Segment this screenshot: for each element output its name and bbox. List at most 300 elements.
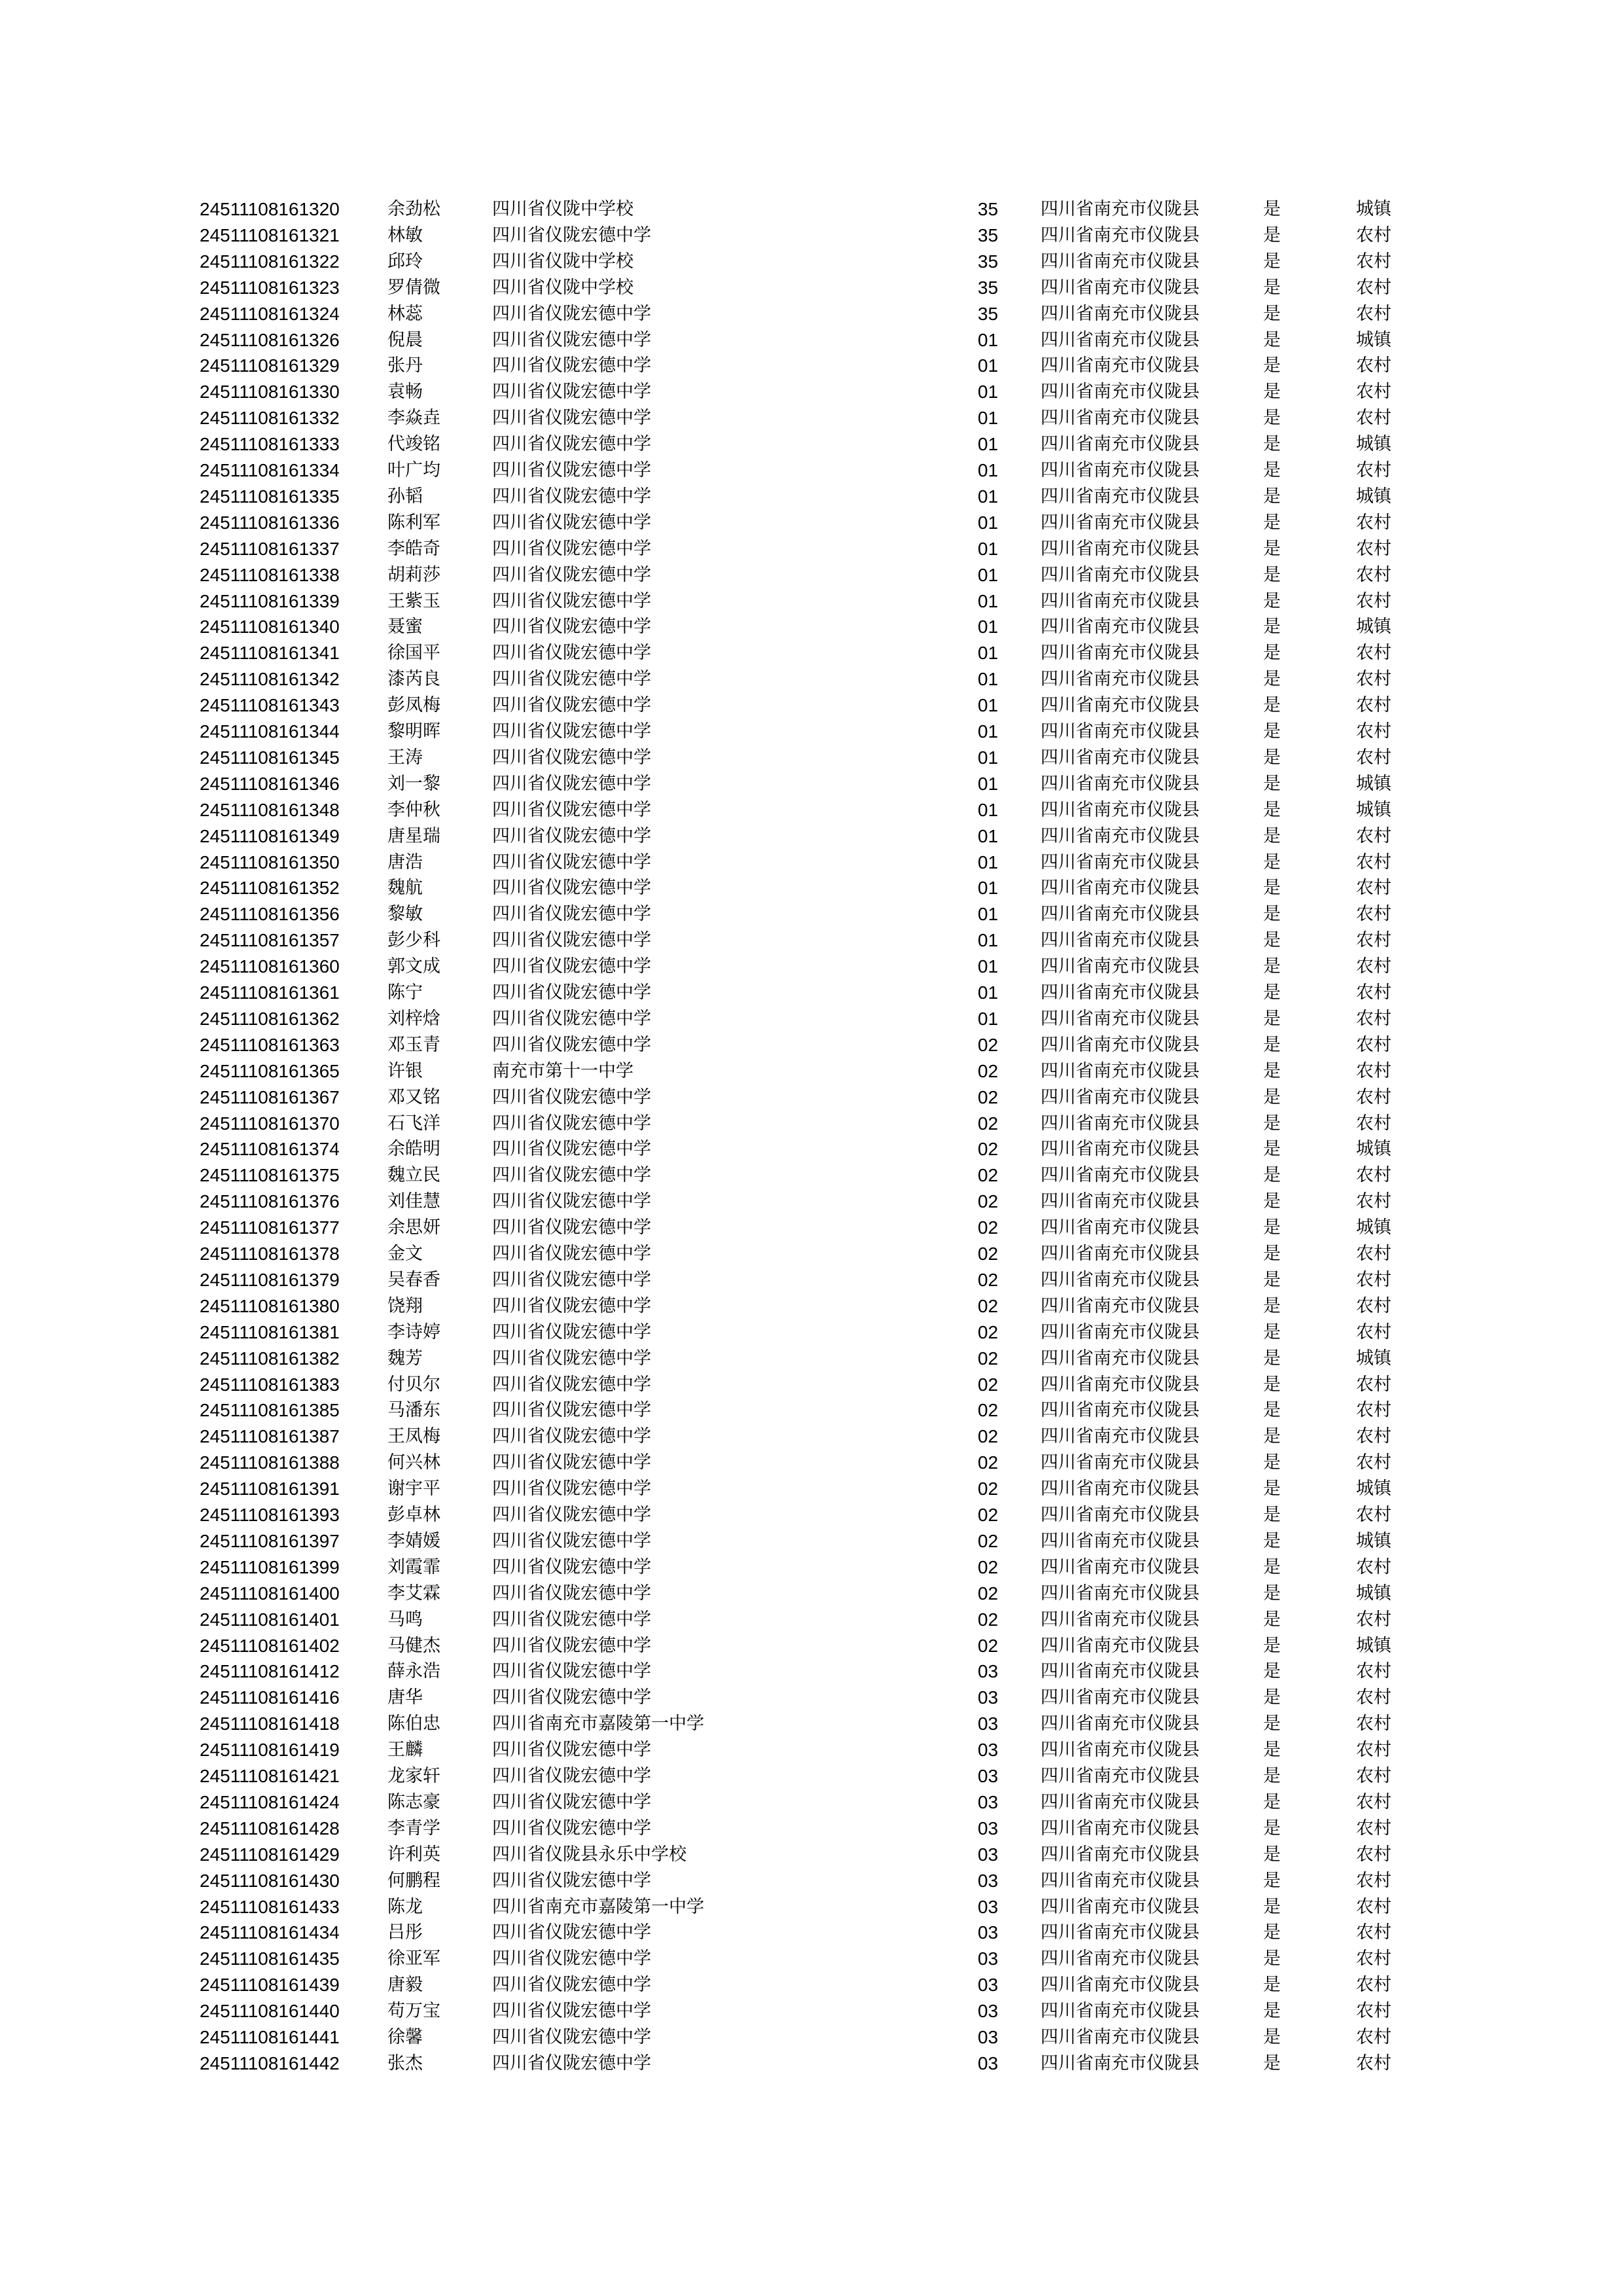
exam-id-cell: 24511108161387 <box>200 1426 340 1447</box>
student-name-cell: 马健杰 <box>387 1635 440 1656</box>
table-row <box>0 1085 1623 1111</box>
student-name-cell: 付贝尔 <box>387 1374 440 1395</box>
yes-flag-cell: 是 <box>1263 1740 1281 1761</box>
region-cell: 四川省南充市仪陇县 <box>1041 1060 1200 1081</box>
area-type-cell: 农村 <box>1356 904 1391 925</box>
region-cell: 四川省南充市仪陇县 <box>1041 1452 1200 1473</box>
area-type-cell: 农村 <box>1356 460 1391 480</box>
table-row <box>0 1502 1623 1528</box>
school-cell: 四川省仪陇宏德中学 <box>492 1191 651 1212</box>
school-cell: 四川省仪陇宏德中学 <box>492 2027 651 2047</box>
table-row <box>0 1476 1623 1502</box>
region-cell: 四川省南充市仪陇县 <box>1041 1740 1200 1761</box>
exam-id-cell: 24511108161330 <box>200 382 340 403</box>
student-name-cell: 李婧媛 <box>387 1530 440 1551</box>
table-row <box>0 850 1623 876</box>
area-type-cell: 农村 <box>1356 1609 1391 1630</box>
region-cell: 四川省南充市仪陇县 <box>1041 329 1200 350</box>
school-cell: 四川省仪陇宏德中学 <box>492 329 651 350</box>
exam-id-cell: 24511108161385 <box>200 1400 340 1421</box>
student-name-cell: 许利英 <box>387 1844 440 1865</box>
class-code-cell: 02 <box>978 1269 999 1290</box>
area-type-cell: 农村 <box>1356 982 1391 1003</box>
class-code-cell: 01 <box>978 538 999 559</box>
class-code-cell: 02 <box>978 1191 999 1212</box>
table-row <box>0 1346 1623 1372</box>
exam-id-cell: 24511108161326 <box>200 329 340 350</box>
region-cell: 四川省南充市仪陇县 <box>1041 2053 1200 2073</box>
school-cell: 四川省仪陇宏德中学 <box>492 669 651 690</box>
exam-id-cell: 24511108161381 <box>200 1321 340 1342</box>
yes-flag-cell: 是 <box>1263 1426 1281 1447</box>
class-code-cell: 01 <box>978 408 999 429</box>
exam-id-cell: 24511108161320 <box>200 199 340 219</box>
region-cell: 四川省南充市仪陇县 <box>1041 904 1200 925</box>
yes-flag-cell: 是 <box>1263 199 1281 219</box>
class-code-cell: 02 <box>978 1139 999 1160</box>
yes-flag-cell: 是 <box>1263 852 1281 872</box>
table-row <box>0 1554 1623 1581</box>
area-type-cell: 农村 <box>1356 1844 1391 1865</box>
area-type-cell: 农村 <box>1356 1791 1391 1812</box>
area-type-cell: 农村 <box>1356 1713 1391 1734</box>
region-cell: 四川省南充市仪陇县 <box>1041 1896 1200 1917</box>
region-cell: 四川省南充市仪陇县 <box>1041 1295 1200 1316</box>
student-name-cell: 倪晨 <box>387 329 423 350</box>
student-name-cell: 许银 <box>387 1060 423 1081</box>
area-type-cell: 农村 <box>1356 956 1391 977</box>
school-cell: 四川省仪陇宏德中学 <box>492 1922 651 1943</box>
school-cell: 南充市第十一中学 <box>492 1060 633 1081</box>
area-type-cell: 农村 <box>1356 1113 1391 1134</box>
class-code-cell: 01 <box>978 486 999 507</box>
region-cell: 四川省南充市仪陇县 <box>1041 930 1200 951</box>
area-type-cell: 农村 <box>1356 1086 1391 1107</box>
table-row <box>0 1816 1623 1842</box>
exam-id-cell: 24511108161365 <box>200 1060 340 1081</box>
exam-id-cell: 24511108161333 <box>200 434 340 455</box>
school-cell: 四川省仪陇宏德中学 <box>492 1452 651 1473</box>
student-name-cell: 吕彤 <box>387 1922 423 1943</box>
exam-id-cell: 24511108161321 <box>200 224 340 245</box>
table-row <box>0 875 1623 901</box>
region-cell: 四川省南充市仪陇县 <box>1041 773 1200 794</box>
area-type-cell: 农村 <box>1356 669 1391 690</box>
table-row <box>0 510 1623 536</box>
region-cell: 四川省南充市仪陇县 <box>1041 1374 1200 1395</box>
region-cell: 四川省南充市仪陇县 <box>1041 1870 1200 1891</box>
exam-id-cell: 24511108161322 <box>200 251 340 272</box>
exam-id-cell: 24511108161357 <box>200 930 340 951</box>
yes-flag-cell: 是 <box>1263 382 1281 403</box>
class-code-cell: 03 <box>978 1713 999 1734</box>
region-cell: 四川省南充市仪陇县 <box>1041 1948 1200 1969</box>
yes-flag-cell: 是 <box>1263 2001 1281 2022</box>
area-type-cell: 农村 <box>1356 1740 1391 1761</box>
school-cell: 四川省仪陇宏德中学 <box>492 1948 651 1969</box>
table-row <box>0 1946 1623 1972</box>
yes-flag-cell: 是 <box>1263 1165 1281 1186</box>
exam-id-cell: 24511108161382 <box>200 1348 340 1369</box>
region-cell: 四川省南充市仪陇县 <box>1041 1609 1200 1630</box>
school-cell: 四川省仪陇宏德中学 <box>492 695 651 716</box>
yes-flag-cell: 是 <box>1263 982 1281 1003</box>
class-code-cell: 01 <box>978 799 999 820</box>
class-code-cell: 02 <box>978 1217 999 1238</box>
yes-flag-cell: 是 <box>1263 1505 1281 1525</box>
region-cell: 四川省南充市仪陇县 <box>1041 1348 1200 1369</box>
class-code-cell: 01 <box>978 329 999 350</box>
region-cell: 四川省南充市仪陇县 <box>1041 2001 1200 2022</box>
table-row <box>0 1189 1623 1215</box>
area-type-cell: 农村 <box>1356 590 1391 611</box>
table-row <box>0 1842 1623 1868</box>
table-row <box>0 249 1623 275</box>
class-code-cell: 01 <box>978 669 999 690</box>
region-cell: 四川省南充市仪陇县 <box>1041 1034 1200 1055</box>
school-cell: 四川省仪陇宏德中学 <box>492 303 651 324</box>
exam-id-cell: 24511108161439 <box>200 1975 340 1996</box>
exam-id-cell: 24511108161433 <box>200 1896 340 1917</box>
student-name-cell: 徐馨 <box>387 2027 423 2047</box>
school-cell: 四川省仪陇宏德中学 <box>492 1661 651 1682</box>
table-row <box>0 1659 1623 1685</box>
exam-id-cell: 24511108161339 <box>200 590 340 611</box>
yes-flag-cell: 是 <box>1263 564 1281 585</box>
exam-id-cell: 24511108161334 <box>200 460 340 480</box>
table-row <box>0 327 1623 353</box>
school-cell: 四川省仪陇宏德中学 <box>492 224 651 245</box>
student-name-cell: 袁畅 <box>387 382 423 403</box>
yes-flag-cell: 是 <box>1263 512 1281 533</box>
table-row <box>0 797 1623 823</box>
exam-id-cell: 24511108161342 <box>200 669 340 690</box>
school-cell: 四川省仪陇宏德中学 <box>492 721 651 742</box>
yes-flag-cell: 是 <box>1263 956 1281 977</box>
yes-flag-cell: 是 <box>1263 2053 1281 2073</box>
table-row <box>0 823 1623 850</box>
exam-id-cell: 24511108161346 <box>200 773 340 794</box>
yes-flag-cell: 是 <box>1263 1060 1281 1081</box>
yes-flag-cell: 是 <box>1263 408 1281 429</box>
exam-id-cell: 24511108161402 <box>200 1635 340 1656</box>
area-type-cell: 农村 <box>1356 1556 1391 1577</box>
student-name-cell: 吴春香 <box>387 1269 440 1290</box>
class-code-cell: 03 <box>978 1687 999 1708</box>
yes-flag-cell: 是 <box>1263 355 1281 376</box>
yes-flag-cell: 是 <box>1263 1113 1281 1134</box>
yes-flag-cell: 是 <box>1263 1452 1281 1473</box>
school-cell: 四川省仪陇宏德中学 <box>492 434 651 455</box>
school-cell: 四川省仪陇宏德中学 <box>492 1321 651 1342</box>
region-cell: 四川省南充市仪陇县 <box>1041 1687 1200 1708</box>
table-row <box>0 1972 1623 1998</box>
table-row <box>0 1711 1623 1737</box>
exam-id-cell: 24511108161380 <box>200 1295 340 1316</box>
school-cell: 四川省仪陇宏德中学 <box>492 2053 651 2073</box>
table-row <box>0 719 1623 745</box>
class-code-cell: 02 <box>978 1530 999 1551</box>
exam-id-cell: 24511108161442 <box>200 2053 340 2073</box>
table-row <box>0 484 1623 510</box>
area-type-cell: 农村 <box>1356 2027 1391 2047</box>
student-name-cell: 马鸣 <box>387 1609 423 1630</box>
yes-flag-cell: 是 <box>1263 930 1281 951</box>
region-cell: 四川省南充市仪陇县 <box>1041 669 1200 690</box>
area-type-cell: 城镇 <box>1356 1479 1391 1499</box>
school-cell: 四川省仪陇宏德中学 <box>492 956 651 977</box>
school-cell: 四川省仪陇宏德中学 <box>492 538 651 559</box>
exam-id-cell: 24511108161418 <box>200 1713 340 1734</box>
area-type-cell: 农村 <box>1356 2053 1391 2073</box>
school-cell: 四川省仪陇宏德中学 <box>492 382 651 403</box>
exam-id-cell: 24511108161374 <box>200 1139 340 1160</box>
region-cell: 四川省南充市仪陇县 <box>1041 2027 1200 2047</box>
school-cell: 四川省仪陇宏德中学 <box>492 1295 651 1316</box>
region-cell: 四川省南充市仪陇县 <box>1041 538 1200 559</box>
class-code-cell: 01 <box>978 590 999 611</box>
class-code-cell: 02 <box>978 1295 999 1316</box>
table-row <box>0 1894 1623 1920</box>
school-cell: 四川省仪陇宏德中学 <box>492 564 651 585</box>
school-cell: 四川省仪陇宏德中学 <box>492 1165 651 1186</box>
exam-id-cell: 24511108161378 <box>200 1244 340 1264</box>
area-type-cell: 城镇 <box>1356 434 1391 455</box>
yes-flag-cell: 是 <box>1263 1244 1281 1264</box>
table-row <box>0 1267 1623 1293</box>
class-code-cell: 01 <box>978 460 999 480</box>
area-type-cell: 城镇 <box>1356 329 1391 350</box>
area-type-cell: 城镇 <box>1356 1583 1391 1604</box>
student-name-cell: 饶翔 <box>387 1295 423 1316</box>
exam-id-cell: 24511108161434 <box>200 1922 340 1943</box>
region-cell: 四川省南充市仪陇县 <box>1041 799 1200 820</box>
class-code-cell: 01 <box>978 956 999 977</box>
area-type-cell: 农村 <box>1356 277 1391 298</box>
school-cell: 四川省仪陇宏德中学 <box>492 1870 651 1891</box>
student-name-cell: 龙家轩 <box>387 1766 440 1786</box>
student-name-cell: 林蕊 <box>387 303 423 324</box>
area-type-cell: 城镇 <box>1356 1139 1391 1160</box>
class-code-cell: 01 <box>978 904 999 925</box>
class-code-cell: 02 <box>978 1244 999 1264</box>
student-name-cell: 李艾霖 <box>387 1583 440 1604</box>
student-name-cell: 邓又铭 <box>387 1086 440 1107</box>
area-type-cell: 农村 <box>1356 1661 1391 1682</box>
exam-id-cell: 24511108161440 <box>200 2001 340 2022</box>
yes-flag-cell: 是 <box>1263 1661 1281 1682</box>
yes-flag-cell: 是 <box>1263 1635 1281 1656</box>
area-type-cell: 农村 <box>1356 1948 1391 1969</box>
area-type-cell: 城镇 <box>1356 1217 1391 1238</box>
yes-flag-cell: 是 <box>1263 643 1281 664</box>
student-name-cell: 刘霞霏 <box>387 1556 440 1577</box>
school-cell: 四川省仪陇宏德中学 <box>492 773 651 794</box>
region-cell: 四川省南充市仪陇县 <box>1041 1556 1200 1577</box>
yes-flag-cell: 是 <box>1263 1217 1281 1238</box>
yes-flag-cell: 是 <box>1263 2027 1281 2047</box>
yes-flag-cell: 是 <box>1263 747 1281 768</box>
student-name-cell: 邓玉青 <box>387 1034 440 1055</box>
class-code-cell: 02 <box>978 1426 999 1447</box>
class-code-cell: 35 <box>978 224 999 245</box>
class-code-cell: 01 <box>978 643 999 664</box>
exam-id-cell: 24511108161349 <box>200 825 340 846</box>
area-type-cell: 农村 <box>1356 1426 1391 1447</box>
school-cell: 四川省仪陇宏德中学 <box>492 1479 651 1499</box>
yes-flag-cell: 是 <box>1263 460 1281 480</box>
table-row <box>0 536 1623 562</box>
exam-id-cell: 24511108161323 <box>200 277 340 298</box>
region-cell: 四川省南充市仪陇县 <box>1041 956 1200 977</box>
area-type-cell: 农村 <box>1356 1008 1391 1029</box>
table-row <box>0 980 1623 1006</box>
area-type-cell: 农村 <box>1356 1269 1391 1290</box>
region-cell: 四川省南充市仪陇县 <box>1041 1530 1200 1551</box>
class-code-cell: 01 <box>978 1008 999 1029</box>
table-row <box>0 223 1623 249</box>
area-type-cell: 农村 <box>1356 408 1391 429</box>
table-row <box>0 1162 1623 1189</box>
region-cell: 四川省南充市仪陇县 <box>1041 1191 1200 1212</box>
class-code-cell: 35 <box>978 199 999 219</box>
region-cell: 四川省南充市仪陇县 <box>1041 617 1200 637</box>
school-cell: 四川省仪陇宏德中学 <box>492 1086 651 1107</box>
student-name-cell: 陈利军 <box>387 512 440 533</box>
student-name-cell: 陈宁 <box>387 982 423 1003</box>
table-row <box>0 1397 1623 1424</box>
exam-id-cell: 24511108161363 <box>200 1034 340 1055</box>
yes-flag-cell: 是 <box>1263 1896 1281 1917</box>
area-type-cell: 农村 <box>1356 878 1391 899</box>
area-type-cell: 农村 <box>1356 251 1391 272</box>
region-cell: 四川省南充市仪陇县 <box>1041 1766 1200 1786</box>
yes-flag-cell: 是 <box>1263 1975 1281 1996</box>
class-code-cell: 01 <box>978 982 999 1003</box>
student-name-cell: 漆芮良 <box>387 669 440 690</box>
exam-id-cell: 24511108161324 <box>200 303 340 324</box>
school-cell: 四川省仪陇宏德中学 <box>492 460 651 480</box>
school-cell: 四川省仪陇宏德中学 <box>492 747 651 768</box>
student-name-cell: 黎敏 <box>387 904 423 925</box>
exam-id-cell: 24511108161412 <box>200 1661 340 1682</box>
area-type-cell: 农村 <box>1356 643 1391 664</box>
student-name-cell: 彭卓林 <box>387 1505 440 1525</box>
exam-id-cell: 24511108161391 <box>200 1479 340 1499</box>
exam-id-cell: 24511108161329 <box>200 355 340 376</box>
school-cell: 四川省仪陇宏德中学 <box>492 1687 651 1708</box>
table-row <box>0 1998 1623 2024</box>
exam-id-cell: 24511108161361 <box>200 982 340 1003</box>
exam-id-cell: 24511108161397 <box>200 1530 340 1551</box>
region-cell: 四川省南充市仪陇县 <box>1041 1165 1200 1186</box>
table-row <box>0 1633 1623 1659</box>
region-cell: 四川省南充市仪陇县 <box>1041 1139 1200 1160</box>
area-type-cell: 农村 <box>1356 1766 1391 1786</box>
student-name-cell: 彭凤梅 <box>387 695 440 716</box>
table-row <box>0 1450 1623 1476</box>
region-cell: 四川省南充市仪陇县 <box>1041 1975 1200 1996</box>
school-cell: 四川省仪陇宏德中学 <box>492 1791 651 1812</box>
exam-id-cell: 24511108161340 <box>200 617 340 637</box>
school-cell: 四川省南充市嘉陵第一中学 <box>492 1896 704 1917</box>
class-code-cell: 02 <box>978 1452 999 1473</box>
region-cell: 四川省南充市仪陇县 <box>1041 1321 1200 1342</box>
region-cell: 四川省南充市仪陇县 <box>1041 1922 1200 1943</box>
region-cell: 四川省南充市仪陇县 <box>1041 199 1200 219</box>
region-cell: 四川省南充市仪陇县 <box>1041 1400 1200 1421</box>
exam-id-cell: 24511108161338 <box>200 564 340 585</box>
student-name-cell: 陈龙 <box>387 1896 423 1917</box>
region-cell: 四川省南充市仪陇县 <box>1041 1426 1200 1447</box>
yes-flag-cell: 是 <box>1263 1687 1281 1708</box>
region-cell: 四川省南充市仪陇县 <box>1041 277 1200 298</box>
table-row <box>0 588 1623 615</box>
region-cell: 四川省南充市仪陇县 <box>1041 1661 1200 1682</box>
yes-flag-cell: 是 <box>1263 486 1281 507</box>
region-cell: 四川省南充市仪陇县 <box>1041 982 1200 1003</box>
class-code-cell: 02 <box>978 1034 999 1055</box>
student-name-cell: 金文 <box>387 1244 423 1264</box>
table-row <box>0 1737 1623 1763</box>
table-row <box>0 1241 1623 1267</box>
yes-flag-cell: 是 <box>1263 721 1281 742</box>
exam-id-cell: 24511108161360 <box>200 956 340 977</box>
student-name-cell: 叶广均 <box>387 460 440 480</box>
exam-id-cell: 24511108161335 <box>200 486 340 507</box>
class-code-cell: 02 <box>978 1321 999 1342</box>
table-row <box>0 275 1623 301</box>
student-name-cell: 石飞洋 <box>387 1113 440 1134</box>
yes-flag-cell: 是 <box>1263 1374 1281 1395</box>
student-name-cell: 孙韬 <box>387 486 423 507</box>
yes-flag-cell: 是 <box>1263 1086 1281 1107</box>
region-cell: 四川省南充市仪陇县 <box>1041 460 1200 480</box>
exam-id-cell: 24511108161367 <box>200 1086 340 1107</box>
region-cell: 四川省南充市仪陇县 <box>1041 1844 1200 1865</box>
table-row <box>0 562 1623 588</box>
area-type-cell: 农村 <box>1356 1505 1391 1525</box>
student-name-cell: 苟万宝 <box>387 2001 440 2022</box>
class-code-cell: 02 <box>978 1583 999 1604</box>
region-cell: 四川省南充市仪陇县 <box>1041 355 1200 376</box>
area-type-cell: 城镇 <box>1356 1530 1391 1551</box>
yes-flag-cell: 是 <box>1263 1139 1281 1160</box>
area-type-cell: 农村 <box>1356 1975 1391 1996</box>
exam-id-cell: 24511108161356 <box>200 904 340 925</box>
exam-id-cell: 24511108161430 <box>200 1870 340 1891</box>
school-cell: 四川省仪陇宏德中学 <box>492 1583 651 1604</box>
student-name-cell: 余劲松 <box>387 199 440 219</box>
school-cell: 四川省仪陇宏德中学 <box>492 1609 651 1630</box>
yes-flag-cell: 是 <box>1263 329 1281 350</box>
area-type-cell: 城镇 <box>1356 773 1391 794</box>
yes-flag-cell: 是 <box>1263 1295 1281 1316</box>
table-row <box>0 1111 1623 1137</box>
school-cell: 四川省仪陇宏德中学 <box>492 1269 651 1290</box>
student-name-cell: 黎明晖 <box>387 721 440 742</box>
region-cell: 四川省南充市仪陇县 <box>1041 434 1200 455</box>
region-cell: 四川省南充市仪陇县 <box>1041 852 1200 872</box>
table-row <box>0 745 1623 771</box>
class-code-cell: 03 <box>978 1844 999 1865</box>
class-code-cell: 35 <box>978 303 999 324</box>
class-code-cell: 01 <box>978 564 999 585</box>
class-code-cell: 02 <box>978 1086 999 1107</box>
table-row <box>0 1763 1623 1789</box>
area-type-cell: 农村 <box>1356 1896 1391 1917</box>
table-row <box>0 353 1623 379</box>
